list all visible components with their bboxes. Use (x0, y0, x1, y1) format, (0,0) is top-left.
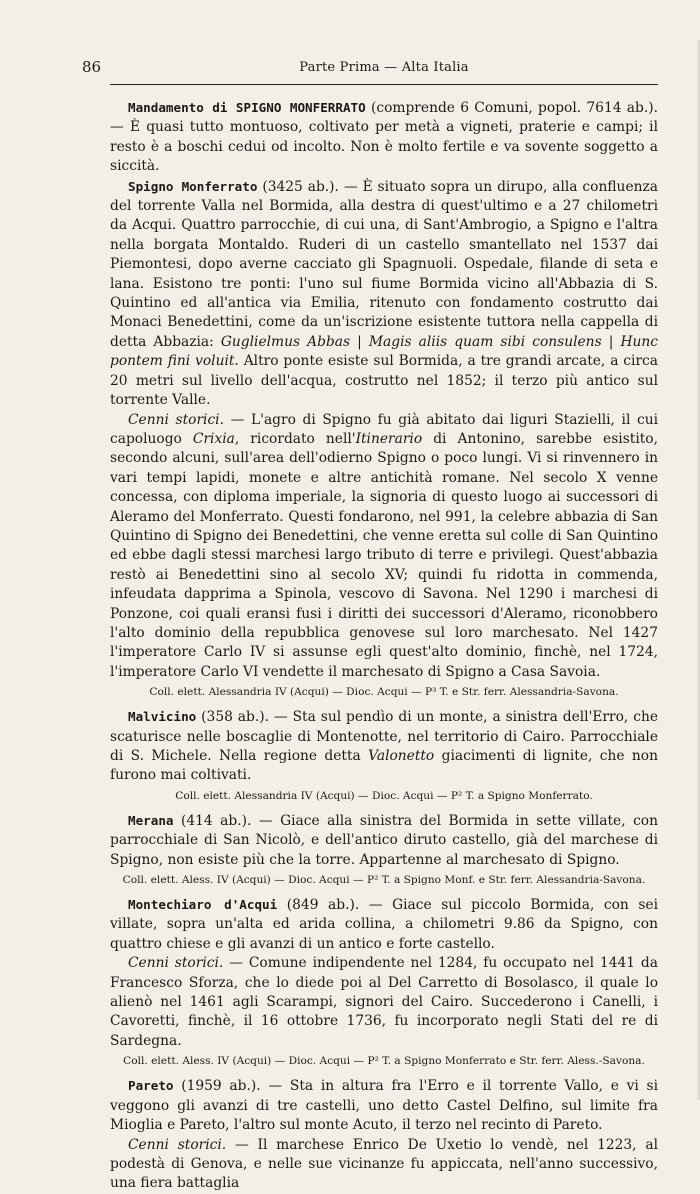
entry-text: — Comune indipendente nel 1284, fu occupato nel 1441 da Francesco Sforza, che lo diede poi al Del Carretto di Bosolasco, il quale lo alienò nel 1461 agli Scarampi, signori del Cairo. Succederono i Canelli, i Cavoretti, finchè, il 16 ottobre 1736, fu incorporato negli Stati del re di Sardegna. (110, 955, 658, 1049)
collegio-note: Coll. elett. Aless. IV (Acqui) — Dioc. Acqui — P² T. a Spigno Monferrato e Str. ferr. Aless.-Savona. (123, 1055, 645, 1068)
header-rule (110, 84, 658, 85)
entry-text: (358 ab.). — Sta sul pendìo di un monte, a sinistra dell'Erro, che scaturisce nelle boscaglie di Montenotte, nel territorio di Cairo. Parrocchiale di S. Michele. Nella regione detta (110, 709, 658, 764)
entry-text: (414 ab.). — Giace alla sinistra del Bormida in sette villate, con parrocchiale di San Nicolò, e dell'antico diruto castello, già del marchese di Spigno, non esiste più che la torre. Appartenne al marchesato di Spigno. (110, 812, 658, 868)
entry-text: (1959 ab.). — Sta in altura fra l'Erro e il torrente Vallo, e vi si veggono gli avanzi di tre castelli, uno detto Castel Delfino, sul limite fra Mioglia e Pareto, l'altro sul monte Acuto, il terzo nel recinto di Pareto. (110, 1078, 658, 1134)
entry-name: Spigno Monferrato (128, 178, 258, 194)
book-page (82, 0, 659, 1192)
entry-name: Mandamento di SPIGNO MONFERRATO (128, 100, 366, 115)
inscription-text: Guglielmus Abbas | Magis aliis quam sibi consulens | Hunc pontem fini voluit. (110, 333, 658, 370)
entry-merana (110, 811, 658, 888)
entry-text: giacimenti di lignite, che non furono mai coltivati. (110, 748, 658, 784)
entry-name: Malvicino (128, 709, 197, 725)
page-edge-shadow (696, 40, 700, 1100)
page-header (82, 0, 658, 86)
section-label: Cenni storici. (128, 955, 224, 972)
italic-term: Valonetto (368, 748, 435, 764)
collegio-note: Coll. elett. Alessandria IV (Acqui) — Dioc. Acqui — P² T. a Spigno Monferrato. (175, 789, 593, 802)
collegio-note: Coll. elett. Aless. IV (Acqui) — Dioc. Acqui — P² T. a Spigno Monf. e Str. ferr. Alessandria-Savona. (122, 874, 646, 887)
italic-term: Crixia (192, 430, 235, 447)
entry-spigno (110, 177, 658, 701)
entry-montechiaro (110, 895, 658, 1069)
entry-name: Merana (128, 812, 174, 828)
entry-text: (849 ab.). — Giace sul piccolo Bormida, con sei villate, sopra un'alta ed arida collina, a chilometri 9.86 da Spigno, con quattro chiese e gli avanzi di un antico e forte castello. (110, 897, 659, 952)
entry-mandamento (110, 98, 658, 177)
entry-malvicino (110, 707, 658, 804)
entry-text: (comprende 6 Comuni, popol. 7614 ab.). — È quasi tutto montuoso, coltivato per metà a vigneti, praterie e campi; il resto è a boschi cedui od incolto. Non è molto fertile e va sovente soggetto a siccità. (110, 100, 658, 175)
entry-text: — Il marchese Enrico De Uxetio lo vendè, nel 1223, al podestà di Genova, e nelle sue vicinanze fu appiccata, nell'anno successivo, una fiera battaglia (110, 1136, 658, 1192)
section-label: Cenni storici. (128, 411, 224, 428)
entry-text: di Antonino, sarebbe esistito, secondo alcuni, sull'area dell'odierno Spigno o poco lungi. Vi si rinvennero in vari tempi lapidi, monete e altre antichità romane. Nel secolo X venne concessa, con diploma imperiale, la signoria di questo luogo ai successori di Aleramo del Monferrato. Questi fondarono, nel 991, la celebre abbazia di San Quintino di Spigno dei Benedettini, che venne eretta sul colle di San Quintino ed ebbe dagli stessi marchesi largo tributo di terre e privilegi. Quest'abbazia restò ai Benedettini sino al secolo XV; quindi fu ridotta in commenda, infeudata dapprima a Spinola, vescovo di Savona. Nel 1290 i marchesi di Ponzone, coi quali eransi fusi i diritti dei successori d'Aleramo, riconobbero l'alto dominio della repubblica genovese sul loro marchesato. Nel 1427 l'imperatore Carlo IV si assunse egli quest'alto dominio, finchè, nel 1724, l'imperatore Carlo VI vendette il marchesato di Spigno a Casa Savoia. (110, 430, 658, 680)
entry-name: Pareto (128, 1078, 174, 1094)
collegio-note: Coll. elett. Alessandria IV (Acqui) — Dioc. Acqui — P³ T. e Str. ferr. Alessandria-Savona. (149, 686, 619, 699)
entry-text: (3425 ab.). — È situato sopra un dirupo, alla confluenza del torrente Valla nel Bormida, alla destra di quest'ultimo e a 27 chilometri da Acqui. Quattro parrocchie, di cui una, di Sant'Ambrogio, a Spigno e l'altra nella borgata Montaldo. Ruderi di un castello smantellato nel 1537 dai Piemontesi, dopo averne cacciato gli Spagnuoli. Ospedale, filande di seta e lana. Esistono tre ponti: l'uno sul fiume Bormida vicino all'Abbazia di S. Quintino ed all'antica via Emilia, ritenuto con fondamento costrutto dai Monaci Benedettini, come da un'iscrizione esistente tuttora nella cappella di detta Abbazia: (110, 178, 658, 350)
entry-text: — L'agro di Spigno fu già abitato dai liguri Stazielli, il cui capoluogo (110, 411, 658, 447)
entry-pareto (110, 1076, 658, 1193)
section-label: Cenni storici. (128, 1136, 227, 1153)
entry-name: Montechiaro d'Acqui (128, 897, 278, 913)
running-head: Parte Prima — Alta Italia (299, 60, 469, 75)
page-body (110, 98, 658, 1194)
page-number: 86 (82, 58, 102, 76)
entry-text: Altro ponte esiste sul Bormida, a tre grandi arcate, a circa 20 metri sul livello dell'acqua, costrutto nel 1852; il terzo più antico sul torrente Valle. (110, 353, 658, 409)
italic-term: Itinerario (355, 430, 423, 447)
entry-text: , ricordato nell' (234, 430, 356, 447)
